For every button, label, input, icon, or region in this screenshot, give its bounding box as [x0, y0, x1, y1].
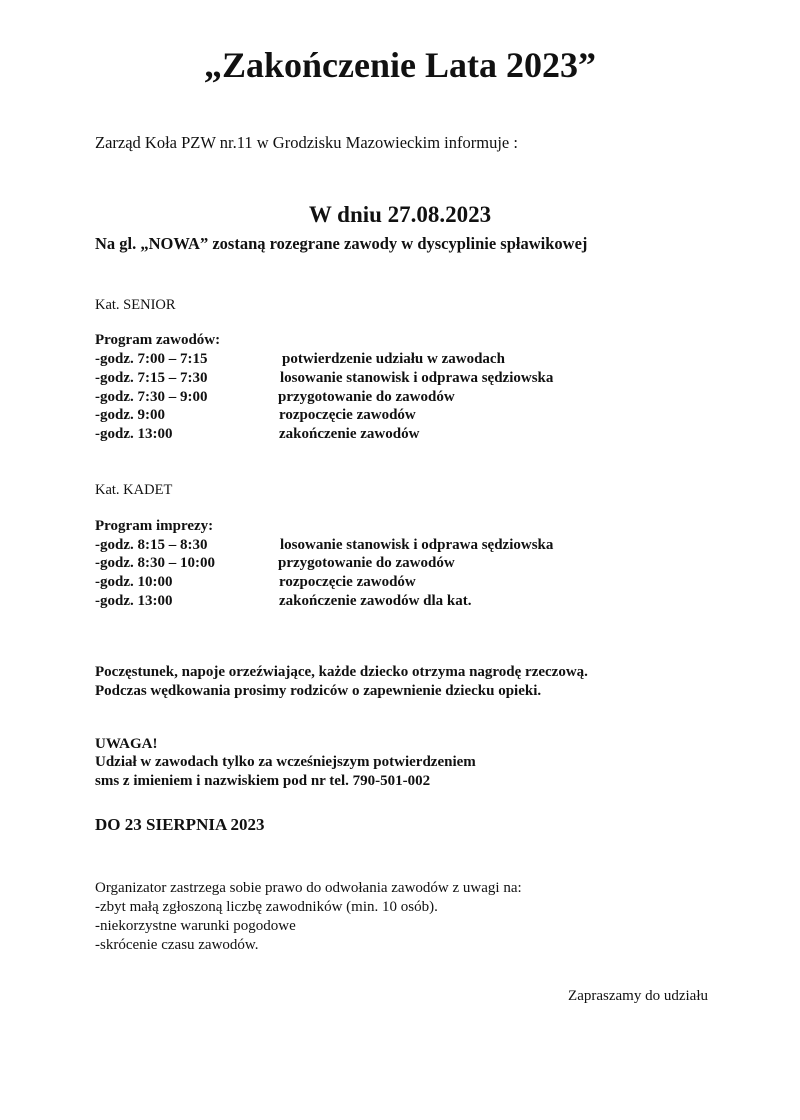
schedule-desc: przygotowanie do zawodów: [278, 555, 455, 571]
schedule-time: -godz. 7:30 – 9:00: [95, 389, 208, 405]
schedule-desc: rozpoczęcie zawodów: [279, 574, 416, 590]
deadline: DO 23 SIERPNIA 2023: [95, 815, 265, 834]
schedule-time: -godz. 10:00: [95, 574, 173, 590]
event-description: Na gl. „NOWA” zostaną rozegrane zawody w dyscyplinie spławikowej: [95, 234, 588, 253]
closing-text: Zapraszamy do udziału: [568, 988, 708, 1004]
schedule-time: -godz. 8:15 – 8:30: [95, 537, 208, 553]
notice-line: sms z imieniem i nazwiskiem pod nr tel. 790-501-002: [95, 773, 431, 789]
schedule-desc: przygotowanie do zawodów: [278, 389, 455, 405]
schedule-time: -godz. 8:30 – 10:00: [95, 555, 215, 571]
event-date: W dniu 27.08.2023: [308, 202, 492, 227]
schedule-time: -godz. 13:00: [95, 593, 173, 609]
schedule-desc: losowanie stanowisk i odprawa sędziowska: [280, 370, 554, 386]
intro-text: Zarząd Koła PZW nr.11 w Grodzisku Mazowieckim informuje :: [95, 133, 518, 152]
schedule-time: -godz. 7:00 – 7:15: [95, 351, 208, 367]
schedule-desc: zakończenie zawodów: [279, 426, 420, 442]
kadet-program-heading: Program imprezy:: [95, 518, 214, 534]
schedule-time: -godz. 13:00: [95, 426, 173, 442]
senior-category: Kat. SENIOR: [95, 297, 176, 313]
disclaimer-line: -skrócenie czasu zawodów.: [95, 937, 259, 953]
schedule-desc: potwierdzenie udziału w zawodach: [282, 351, 505, 367]
notice-heading: UWAGA!: [95, 736, 158, 752]
senior-program-heading: Program zawodów:: [95, 332, 221, 348]
refreshments-line: Podczas wędkowania prosimy rodziców o zapewnienie dziecku opieki.: [95, 683, 542, 699]
disclaimer-line: -zbyt małą zgłoszoną liczbę zawodników (min. 10 osób).: [95, 899, 438, 915]
schedule-desc: zakończenie zawodów dla kat.: [279, 593, 472, 609]
document-title: „Zakończenie Lata 2023”: [204, 45, 596, 85]
disclaimer-line: -niekorzystne warunki pogodowe: [95, 918, 296, 934]
schedule-time: -godz. 9:00: [95, 407, 165, 423]
schedule-desc: rozpoczęcie zawodów: [279, 407, 416, 423]
disclaimer-line: Organizator zastrzega sobie prawo do odwołania zawodów z uwagi na:: [95, 880, 522, 896]
refreshments-line: Poczęstunek, napoje orzeźwiające, każde dziecko otrzyma nagrodę rzeczową.: [95, 664, 588, 680]
kadet-category: Kat. KADET: [95, 482, 173, 498]
schedule-time: -godz. 7:15 – 7:30: [95, 370, 208, 386]
schedule-desc: losowanie stanowisk i odprawa sędziowska: [280, 537, 554, 553]
notice-line: Udział w zawodach tylko za wcześniejszym potwierdzeniem: [95, 754, 476, 770]
